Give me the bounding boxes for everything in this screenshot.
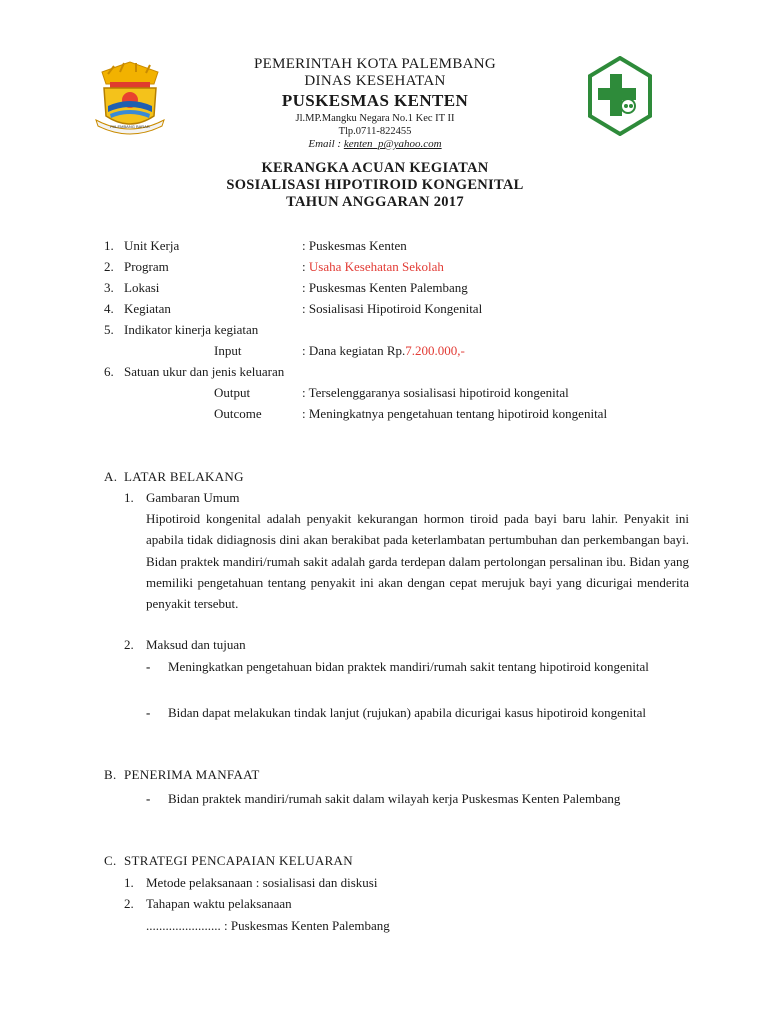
document-title: [160, 160, 590, 211]
section-c-heading: [104, 853, 353, 869]
info-value-highlight: 7.200.000,-: [405, 343, 465, 358]
title-line-2: SOSIALISASI HIPOTIROID KONGENITAL: [226, 177, 524, 193]
puskesmas-logo: [586, 56, 654, 136]
bullet-dash: -: [146, 659, 151, 674]
title-line-1: KERANGKA ACUAN KEGIATAN: [261, 160, 489, 176]
info-label: Unit Kerja: [124, 238, 180, 253]
info-number: 5.: [104, 322, 114, 337]
info-value: [302, 343, 465, 359]
info-number: 2.: [104, 259, 114, 274]
bullet-text: Meningkatkan pengetahuan bidan praktek mandiri/rumah sakit tentang hipotiroid kongenital: [168, 659, 649, 674]
bullet-dash: -: [146, 791, 151, 806]
palembang-emblem-logo: [92, 54, 168, 138]
item-text: Metode pelaksanaan : sosialisasi dan diskusi: [146, 875, 378, 890]
email-link[interactable]: kenten_p@yahoo.com: [343, 138, 442, 150]
info-label: Kegiatan: [124, 301, 171, 316]
section-letter: C.: [104, 853, 117, 868]
info-value: [302, 259, 444, 275]
section-b-heading: [104, 767, 260, 783]
info-value-prefix: : Dana kegiatan Rp.: [302, 343, 406, 358]
government-name: PEMERINTAH KOTA PALEMBANG: [253, 56, 497, 72]
info-value-prefix: :: [302, 259, 309, 274]
info-sublabel: Output: [214, 385, 251, 400]
info-label: Indikator kinerja kegiatan: [124, 322, 259, 337]
item-number: 2.: [124, 637, 134, 652]
info-value: : Puskesmas Kenten Palembang: [302, 280, 468, 295]
item-text: Tahapan waktu pelaksanaan: [146, 896, 292, 911]
section-title: LATAR BELAKANG: [124, 469, 244, 484]
institution-name: PUSKESMAS KENTEN: [281, 91, 469, 110]
section-a-item-1: [124, 490, 240, 506]
email-label: Email :: [308, 138, 344, 150]
letterhead: [200, 56, 550, 151]
info-label: Lokasi: [124, 280, 160, 295]
section-letter: A.: [104, 469, 118, 484]
section-title: PENERIMA MANFAAT: [124, 767, 260, 782]
info-value: : Meningkatnya pengetahuan tentang hipotiroid kongenital: [302, 406, 608, 421]
gambaran-umum-paragraph: Hipotiroid kongenital adalah penyakit kekurangan hormon tiroid pada bayi baru lahir. Penyakit ini apabila tidak didiagnosis dini akan berakibat pada keterlambatan pertumbuhan dan perkembangan bayi. Bidan praktek mandiri/rumah sakit adalah garda terdepan dalam pertolongan persalinan ibu. Bidan yang memiliki pengetahuan tentang penyakit ini akan dengan cepat merujuk bayi yang dicurigai menderita penyakit tersebut.: [146, 511, 689, 612]
info-label: Satuan ukur dan jenis keluaran: [124, 364, 285, 379]
item-number: 2.: [124, 896, 134, 911]
section-a-heading: [104, 469, 244, 485]
title-line-3: TAHUN ANGGARAN 2017: [286, 194, 464, 210]
section-letter: B.: [104, 767, 117, 782]
info-number: 4.: [104, 301, 114, 316]
section-title: STRATEGI PENCAPAIAN KELUARAN: [124, 853, 353, 868]
emblem-ribbon-text: PALEMBANG BARAR: [110, 124, 150, 129]
item-number: 1.: [124, 875, 134, 890]
item-title: Gambaran Umum: [146, 490, 240, 505]
section-a-item-2: [124, 637, 246, 653]
info-value-highlight: Usaha Kesehatan Sekolah: [308, 259, 444, 274]
info-number: 1.: [104, 238, 114, 253]
address: Jl.MP.Mangku Negara No.1 Kec IT II: [295, 113, 455, 124]
item-number: 1.: [124, 490, 134, 505]
section-c-item-2: [124, 896, 292, 912]
info-label: Program: [124, 259, 169, 274]
bullet-dash: -: [146, 705, 151, 720]
info-number: 3.: [104, 280, 114, 295]
bullet-text: Bidan dapat melakukan tindak lanjut (rujukan) apabila dicurigai kasus hipotiroid kongenital: [168, 705, 646, 720]
info-sublabel: Outcome: [214, 406, 262, 421]
info-value: : Terselenggaranya sosialisasi hipotiroid kongenital: [302, 385, 569, 400]
section-c-item-1: [124, 875, 377, 891]
info-number: 6.: [104, 364, 114, 379]
phone: Tlp.0711-822455: [338, 126, 412, 137]
bullet-text: Bidan praktek mandiri/rumah sakit dalam wilayah kerja Puskesmas Kenten Palembang: [168, 791, 621, 806]
info-value: : Puskesmas Kenten: [302, 238, 407, 253]
info-sublabel: Input: [214, 343, 242, 358]
department-name: DINAS KESEHATAN: [304, 73, 446, 89]
email-line: [200, 138, 550, 151]
item-title: Maksud dan tujuan: [146, 637, 246, 652]
section-c-dotted-line: ....................... : Puskesmas Kenten Palembang: [146, 918, 390, 933]
info-value: : Sosialisasi Hipotiroid Kongenital: [302, 301, 483, 316]
